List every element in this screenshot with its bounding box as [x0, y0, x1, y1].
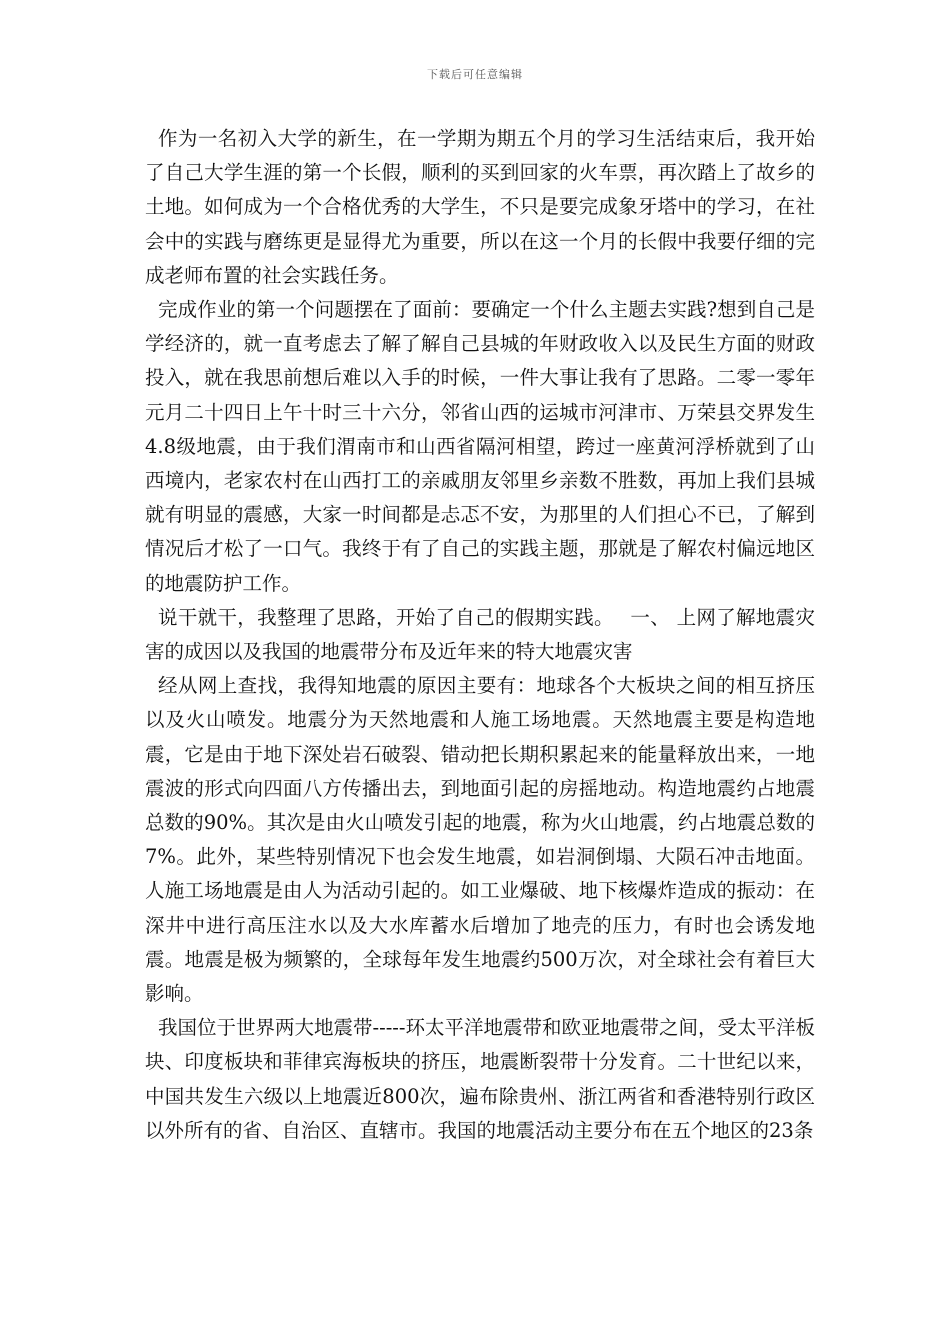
paragraph-earthquake-causes: 经从网上查找，我得知地震的原因主要有：地球各个大板块之间的相互挤压以及火山喷发。地震分为天然地震和人施工场地震。天然地震主要是构造地震，它是由于地下深处岩石破裂、错动把长期积累起来的能量释放出来，一地震波的形式向四面八方传播出去，到地面引起的房摇地动。构造地震约占地震总数的90%。其次是由火山喷发引起的地震，称为火山地震，约占地震总数的7%。此外，某些特别情况下也会发生地震，如岩洞倒塌、大陨石冲击地面。人施工场地震是由人为活动引起的。如工业爆破、地下核爆炸造成的振动：在深井中进行高压注水以及大水库蓄水后增加了地壳的压力，有时也会诱发地震。地震是极为频繁的，全球每年发生地震约500万次，对全球社会有着巨大影响。 [145, 674, 815, 1006]
paragraph-topic: 完成作业的第一个问题摆在了面前：要确定一个什么主题去实践?想到自己是学经济的，就一直考虑去了解了解自己县城的年财政收入以及民生方面的财政投入，就在我思前想后难以入手的时候，一件大事让我有了思路。二零一零年元月二十四日上午十时三十六分，邻省山西的运城市河津市、万荣县交界发生4.8级地震，由于我们渭南市和山西省隔河相望，跨过一座黄河浮桥就到了山西境内，老家农村在山西打工的亲戚朋友邻里乡亲数不胜数，再加上我们县城就有明显的震感，大家一时间都是忐忑不安，为那里的人们担心不已，了解到情况后才松了一口气。我终于有了自己的实践主题，那就是了解农村偏远地区的地震防护工作。 [145, 298, 815, 595]
document-body [145, 122, 815, 1148]
paragraph-china-seismic-belts: 我国位于世界两大地震带-----环太平洋地震带和欧亚地震带之间，受太平洋板块、印度板块和菲律宾海板块的挤压，地震断裂带十分发育。二十世纪以来，中国共发生六级以上地震近800次，遍布除贵州、浙江两省和香港特别行政区以外所有的省、自治区、直辖市。我国的地震活动主要分布在五个地区的23条 [145, 1016, 815, 1142]
paragraph-section-one: 说干就干，我整理了思路，开始了自己的假期实践。 一、 上网了解地震灾害的成因以及我国的地震带分布及近年来的特大地震灾害 [145, 605, 815, 664]
page-header: 下载后可任意编辑 [427, 68, 523, 81]
paragraph-intro: 作为一名初入大学的新生，在一学期为期五个月的学习生活结束后，我开始了自己大学生涯的第一个长假，顺利的买到回家的火车票，再次踏上了故乡的土地。如何成为一个合格优秀的大学生，不只是要完成象牙塔中的学习，在社会中的实践与磨练更是显得尤为重要，所以在这一个月的长假中我要仔细的完成老师布置的社会实践任务。 [145, 127, 815, 287]
